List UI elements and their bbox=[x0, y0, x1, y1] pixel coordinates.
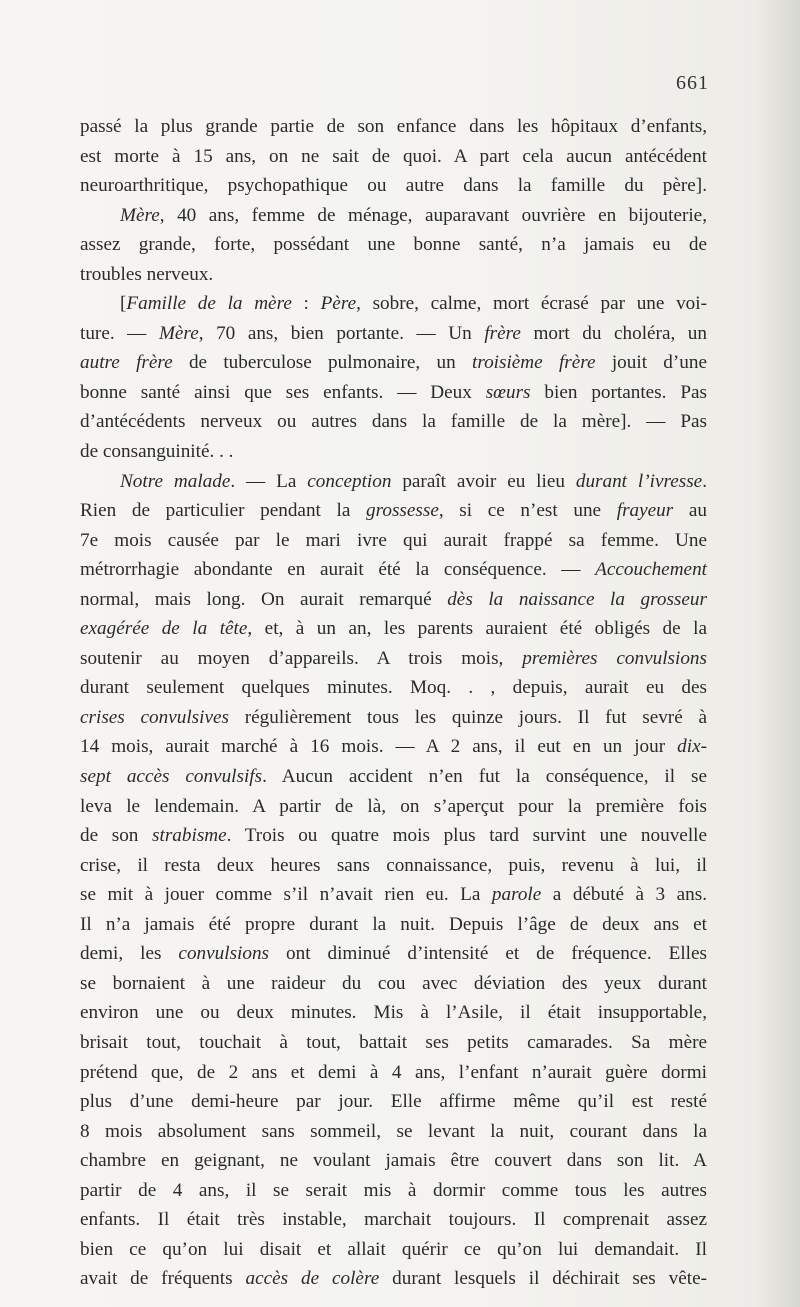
text-run: de son bbox=[80, 825, 153, 847]
text-run: . Aucun accident n’en fut la conséquence, il se bbox=[262, 766, 707, 788]
text-run: troubles nerveux. bbox=[80, 263, 214, 285]
italic-text: dix- bbox=[677, 736, 707, 758]
text-run: est morte à 15 ans, on ne sait de quoi. A part cela aucun antécédent bbox=[80, 145, 707, 167]
text-run: au bbox=[673, 500, 707, 522]
text-run: , et, à un an, les parents auraient été obligés de la bbox=[247, 618, 707, 640]
italic-text: troisième frère bbox=[471, 352, 596, 374]
text-line bbox=[80, 614, 707, 644]
text-run: paraît avoir eu lieu bbox=[391, 470, 576, 492]
text-line bbox=[80, 762, 707, 792]
text-line bbox=[80, 851, 707, 881]
text-run: bien ce qu’on lui disait et allait quérir ce qu’on lui demandait. Il bbox=[80, 1238, 707, 1260]
text-run: ont diminué d’intensité et de fréquence. Elles bbox=[269, 943, 707, 965]
text-run: durant seulement quelques minutes. Moq. . , depuis, aurait eu des bbox=[80, 677, 707, 699]
text-line bbox=[80, 1028, 707, 1058]
text-run: durant lesquels il déchirait ses vête- bbox=[379, 1268, 708, 1290]
text-run: partir de 4 ans, il se serait mis à dormir comme tous les autres bbox=[80, 1179, 707, 1201]
text-run: demi, les bbox=[80, 943, 179, 965]
text-run: 8 mois absolument sans sommeil, se levant la nuit, courant dans la bbox=[80, 1120, 707, 1142]
italic-text: sœurs bbox=[485, 381, 531, 403]
text-line bbox=[80, 732, 707, 762]
text-line bbox=[80, 585, 707, 615]
text-run: régulièrement tous les quinze jours. Il fut sevré à bbox=[228, 706, 707, 728]
text-run: , 40 ans, femme de ménage, auparavant ouvrière en bijouterie, bbox=[159, 204, 707, 226]
text-run: . bbox=[702, 470, 707, 492]
text-line bbox=[80, 378, 707, 408]
text-line bbox=[80, 230, 707, 260]
text-run: : bbox=[291, 293, 321, 315]
italic-text: Famille de la mère bbox=[126, 293, 292, 315]
text-line bbox=[80, 1087, 707, 1117]
italic-text: Mère bbox=[120, 204, 160, 226]
body-text bbox=[80, 112, 707, 1294]
text-run: , 70 ans, bien portante. — Un bbox=[198, 322, 485, 344]
text-line bbox=[80, 998, 707, 1028]
text-line bbox=[80, 496, 707, 526]
text-line bbox=[80, 319, 707, 349]
italic-text: conception bbox=[307, 470, 392, 492]
text-line bbox=[80, 1176, 707, 1206]
text-run: jouit d’une bbox=[595, 352, 707, 374]
text-run: bonne santé ainsi que ses enfants. — Deux bbox=[80, 381, 486, 403]
text-line bbox=[80, 1146, 707, 1176]
text-line bbox=[80, 1235, 707, 1265]
text-run: métrorrhagie abondante en aurait été la conséquence. — bbox=[80, 559, 596, 581]
italic-text: grossesse bbox=[366, 500, 439, 522]
text-run: avait de fréquents bbox=[80, 1268, 246, 1290]
italic-text: durant l’ivresse bbox=[575, 470, 703, 492]
text-run: brisait tout, touchait à tout, battait ses petits camarades. Sa mère bbox=[80, 1031, 707, 1053]
italic-text: frère bbox=[484, 322, 521, 344]
italic-text: Mère bbox=[158, 322, 199, 344]
italic-text: autre frère bbox=[80, 352, 173, 374]
text-run: crise, il resta deux heures sans connaissance, puis, revenu à lui, il bbox=[80, 854, 707, 876]
text-run: . — La bbox=[230, 470, 308, 492]
text-line bbox=[80, 260, 707, 290]
text-run: normal, mais long. On aurait remarqué bbox=[80, 588, 448, 610]
italic-text: dès la naissance la grosseur bbox=[447, 588, 707, 610]
text-run: ture. — bbox=[80, 322, 159, 344]
text-line bbox=[80, 555, 707, 585]
text-run: neuroarthritique, psychopathique ou autre dans la famille du père]. bbox=[80, 175, 707, 197]
text-run: plus d’une demi-heure par jour. Elle affirme même qu’il est resté bbox=[80, 1091, 707, 1113]
italic-text: convulsions bbox=[178, 943, 270, 965]
text-line bbox=[80, 673, 707, 703]
text-line bbox=[80, 1058, 707, 1088]
text-line bbox=[80, 1205, 707, 1235]
text-run: 7e mois causée par le mari ivre qui aurait frappé sa femme. Une bbox=[80, 529, 707, 551]
text-line bbox=[80, 142, 707, 172]
text-run: Rien de particulier pendant la bbox=[80, 500, 367, 522]
text-run: Il n’a jamais été propre durant la nuit. Depuis l’âge de deux ans et bbox=[80, 913, 707, 935]
italic-text: parole bbox=[491, 884, 542, 906]
text-run: , sobre, calme, mort écrasé par une voi- bbox=[356, 293, 707, 315]
text-line bbox=[80, 112, 707, 142]
text-line bbox=[80, 703, 707, 733]
text-line bbox=[80, 939, 707, 969]
text-run: environ une ou deux minutes. Mis à l’Asile, il était insupportable, bbox=[80, 1002, 707, 1024]
text-run: 14 mois, aurait marché à 16 mois. — A 2 ans, il eut en un jour bbox=[80, 736, 678, 758]
italic-text: crises convulsives bbox=[80, 706, 229, 728]
page-edge-shadow bbox=[754, 0, 800, 1307]
text-line bbox=[80, 1117, 707, 1147]
italic-text: Accouchement bbox=[595, 559, 707, 581]
text-run: bien portantes. Pas bbox=[530, 381, 707, 403]
text-run: de consanguinité. . . bbox=[80, 441, 234, 463]
text-run: , si ce n’est une bbox=[438, 500, 617, 522]
italic-text: Notre malade bbox=[120, 470, 231, 492]
text-run: a débuté à 3 ans. bbox=[541, 884, 707, 906]
text-line bbox=[80, 644, 707, 674]
italic-text: strabisme bbox=[152, 825, 227, 847]
italic-text: exagérée de la tête bbox=[80, 618, 248, 640]
text-run: d’antécédents nerveux ou autres dans la famille de la mère]. — Pas bbox=[80, 411, 707, 433]
text-line bbox=[80, 969, 707, 999]
text-run: leva le lendemain. A partir de là, on s’aperçut pour la première fois bbox=[80, 795, 707, 817]
italic-text: accès de colère bbox=[245, 1268, 380, 1290]
text-line bbox=[80, 348, 707, 378]
text-run: mort du choléra, un bbox=[520, 322, 707, 344]
italic-text: sept accès convulsifs bbox=[80, 766, 263, 788]
text-line bbox=[80, 201, 707, 231]
text-run: . Trois ou quatre mois plus tard survint une nouvelle bbox=[226, 825, 707, 847]
text-line bbox=[80, 407, 707, 437]
text-run: se bornaient à une raideur du cou avec déviation des yeux durant bbox=[80, 972, 707, 994]
text-line bbox=[80, 880, 707, 910]
text-run: de tuberculose pulmonaire, un bbox=[172, 352, 472, 374]
text-run: chambre en geignant, ne voulant jamais être couvert dans son lit. A bbox=[80, 1150, 707, 1172]
italic-text: premières convulsions bbox=[522, 647, 707, 669]
text-line bbox=[80, 821, 707, 851]
text-run: assez grande, forte, possédant une bonne santé, n’a jamais eu de bbox=[80, 234, 707, 256]
page-number: 661 bbox=[676, 72, 709, 94]
text-line bbox=[80, 467, 707, 497]
text-line bbox=[80, 526, 707, 556]
text-line bbox=[80, 1264, 707, 1294]
text-run: passé la plus grande partie de son enfance dans les hôpitaux d’enfants, bbox=[80, 116, 707, 137]
text-run: enfants. Il était très instable, marchait toujours. Il comprenait assez bbox=[80, 1209, 707, 1231]
text-line bbox=[80, 910, 707, 940]
italic-text: frayeur bbox=[616, 500, 674, 522]
text-run: soutenir au moyen d’appareils. A trois mois, bbox=[80, 647, 523, 669]
text-run: [ bbox=[120, 293, 127, 315]
text-run: se mit à jouer comme s’il n’avait rien eu. La bbox=[80, 884, 492, 906]
text-line bbox=[80, 437, 707, 467]
italic-text: Père bbox=[320, 293, 357, 315]
text-line bbox=[80, 289, 707, 319]
text-run: prétend que, de 2 ans et demi à 4 ans, l’enfant n’aurait guère dormi bbox=[80, 1061, 707, 1083]
text-line bbox=[80, 792, 707, 822]
text-line bbox=[80, 171, 707, 201]
